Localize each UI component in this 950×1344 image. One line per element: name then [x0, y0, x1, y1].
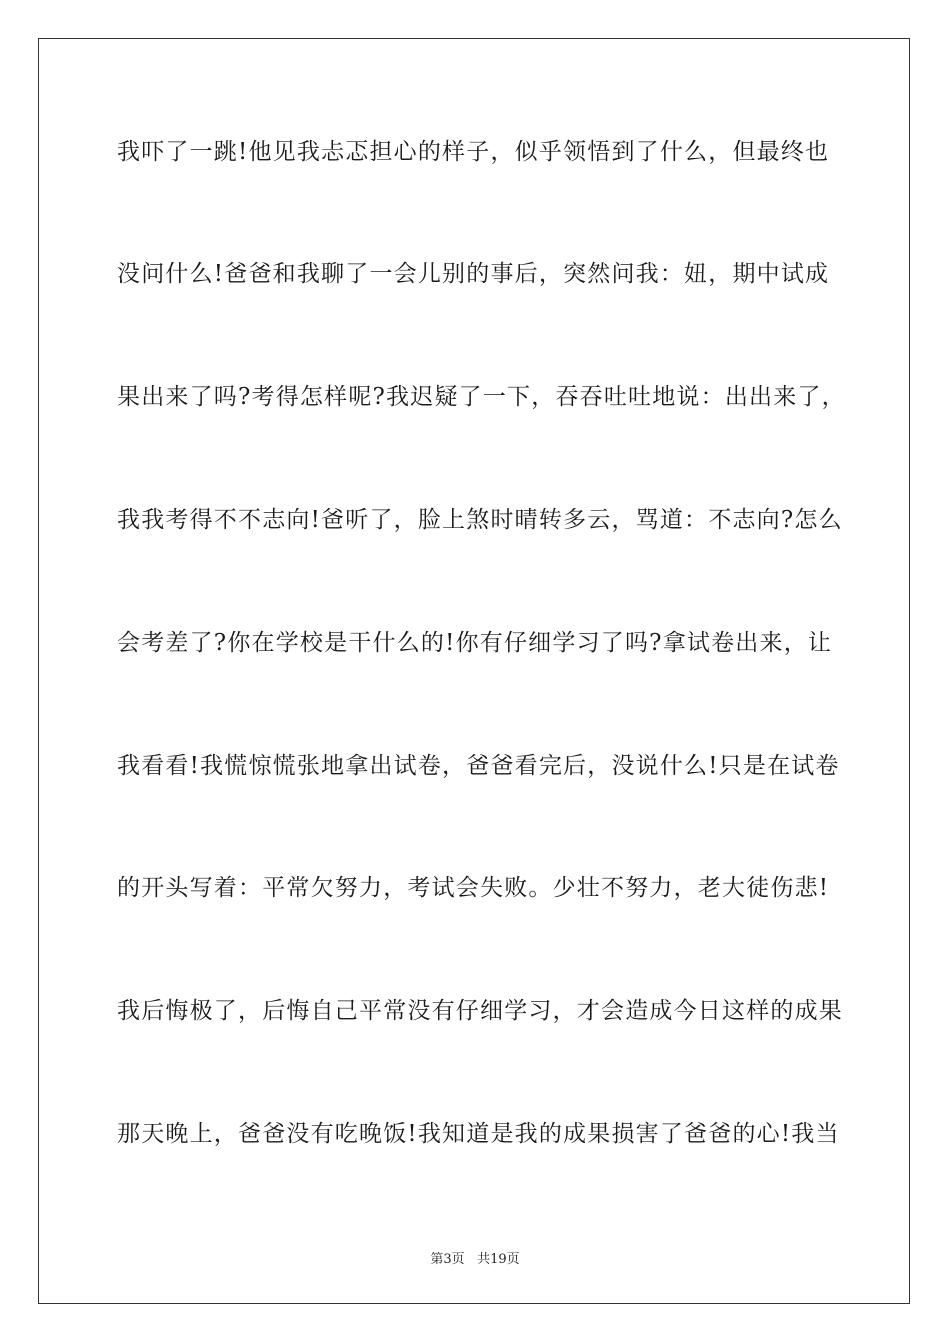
- page-border: [38, 38, 910, 1304]
- text-line-9: 那天晚上，爸爸没有吃晚饭!我知道是我的成果损害了爸爸的心!我当: [117, 1121, 840, 1147]
- text-line-4: 我我考得不不志向!爸听了，脸上煞时晴转多云，骂道：不志向?怎么: [117, 507, 843, 533]
- text-line-7: 的开头写着：平常欠努力，考试会失败。少壮不努力，老大徒伤悲!: [117, 875, 830, 901]
- page-number: 第3页: [430, 1252, 465, 1267]
- text-line-5: 会考差了?你在学校是干什么的!你有仔细学习了吗?拿试卷出来，让: [117, 630, 833, 656]
- page-footer: [0, 1248, 950, 1267]
- text-line-2: 没问什么!爸爸和我聊了一会儿别的事后，突然问我：妞，期中试成: [117, 261, 830, 287]
- text-line-1: 我吓了一跳!他见我忐忑担心的样子，似乎领悟到了什么，但最终也: [117, 139, 830, 165]
- text-line-3: 果出来了吗?考得怎样呢?我迟疑了一下，吞吞吐吐地说：出出来了，: [117, 384, 846, 410]
- text-line-6: 我看看!我慌惊慌张地拿出试卷，爸爸看完后，没说什么!只是在试卷: [117, 753, 840, 779]
- text-line-8: 我后悔极了，后悔自己平常没有仔细学习，才会造成今日这样的成果: [117, 998, 843, 1024]
- total-pages: 共19页: [477, 1252, 520, 1267]
